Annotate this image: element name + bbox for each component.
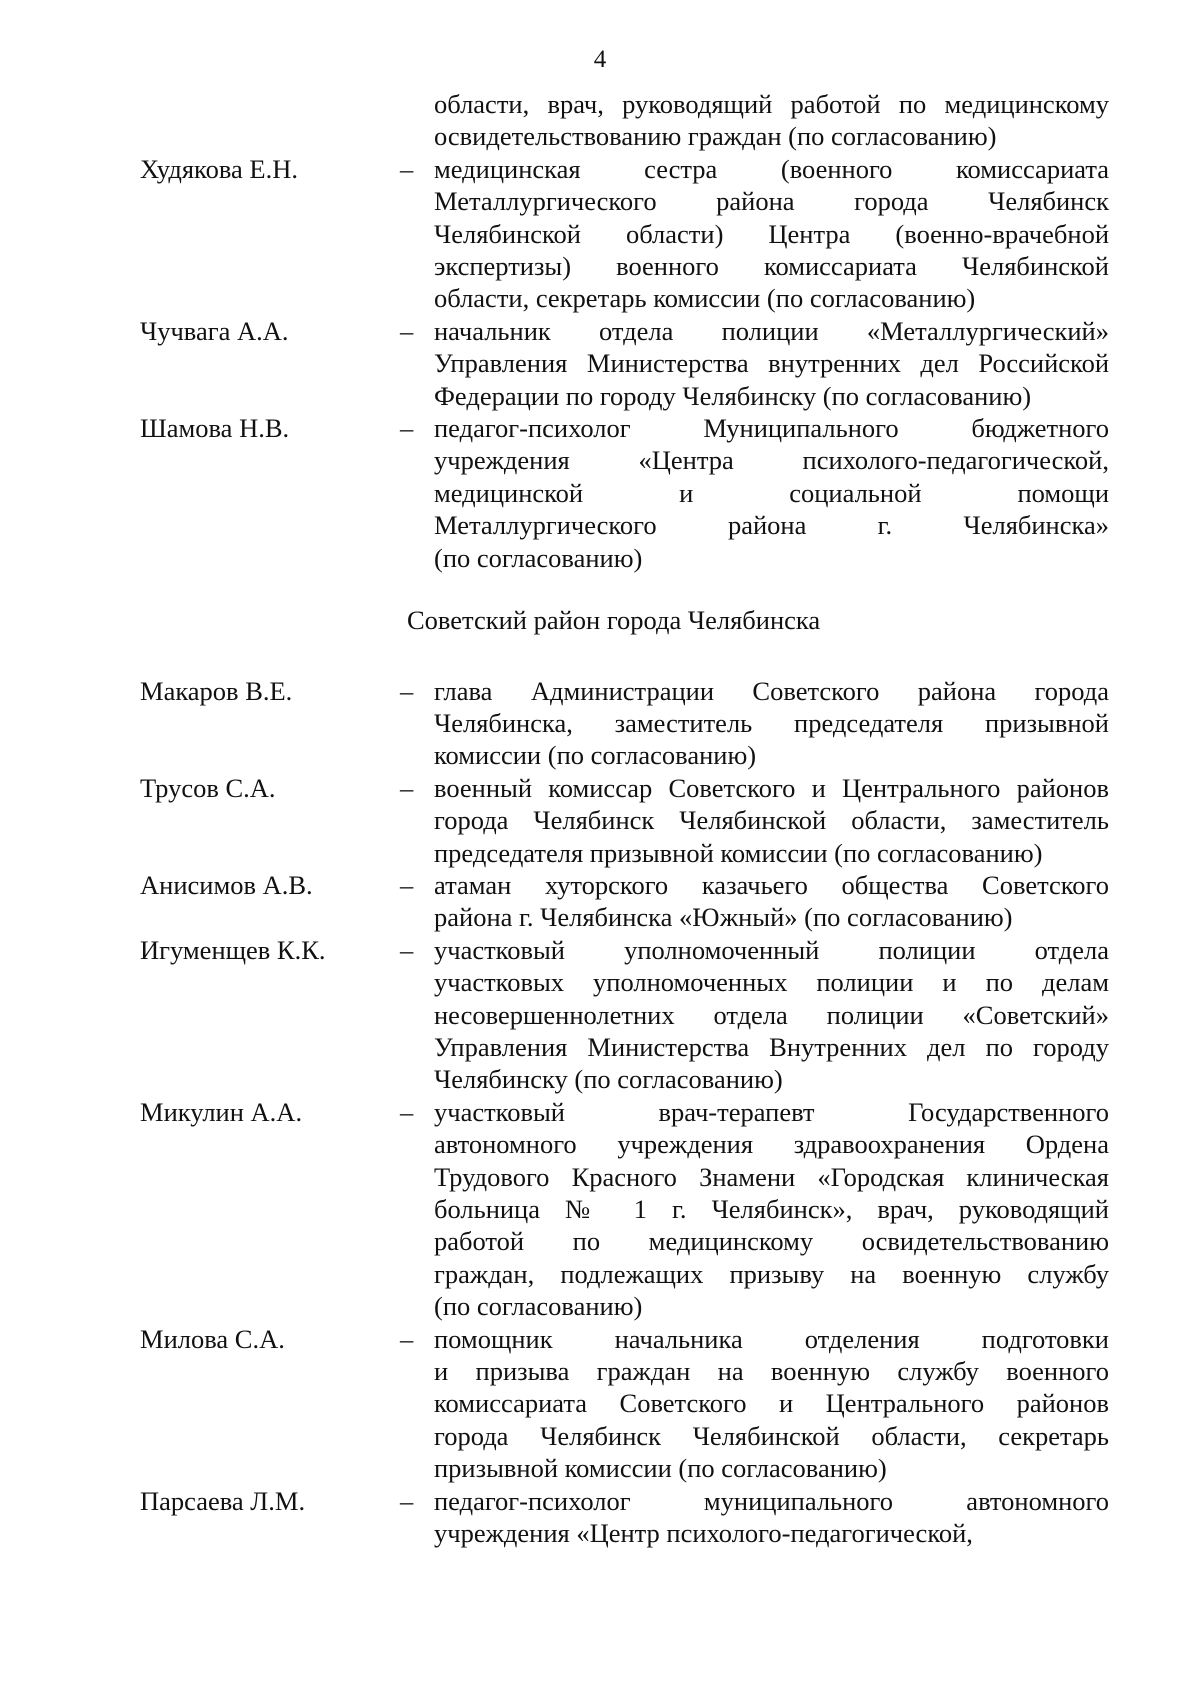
text-line: военный комиссар Советского и Центрального районов bbox=[434, 772, 1109, 803]
dash-separator: – bbox=[400, 1485, 414, 1516]
text-line: города Челябинск Челябинской области, заместитель bbox=[434, 805, 1109, 836]
text-line: участковый врач-терапевт Государственного bbox=[434, 1096, 1109, 1127]
member-role bbox=[434, 675, 1109, 772]
text-line: Челябинску (по согласованию) bbox=[434, 1064, 783, 1095]
member-entry bbox=[0, 412, 1200, 574]
text-line: Управления Министерства Внутренних дел по городу bbox=[434, 1031, 1109, 1062]
member-name: Парсаева Л.М. bbox=[140, 1485, 306, 1516]
text-line: области, врач, руководящий работой по медицинскому bbox=[434, 89, 1109, 119]
text-line: учреждения «Центр психолого-педагогической, bbox=[434, 1518, 973, 1549]
text-line: медицинской и социальной помощи bbox=[434, 477, 1109, 508]
text-line: глава Администрации Советского района города bbox=[434, 675, 1109, 706]
member-role bbox=[434, 772, 1109, 869]
members-list-bottom bbox=[0, 675, 1200, 1550]
page-number: 4 bbox=[593, 46, 607, 73]
text-line: Челябинской области) Центра (военно-врачебной bbox=[434, 218, 1109, 249]
text-line: несовершеннолетних отдела полиции «Советский» bbox=[434, 999, 1109, 1030]
member-entry bbox=[0, 315, 1200, 412]
text-line: Управления Министерства внутренних дел Российской bbox=[434, 348, 1109, 379]
member-name: Трусов С.А. bbox=[140, 772, 276, 803]
text-line: атаман хуторского казачьего общества Советского bbox=[434, 869, 1109, 900]
member-name: Худякова Е.Н. bbox=[140, 153, 298, 184]
member-role bbox=[434, 1096, 1109, 1323]
member-entry bbox=[0, 1485, 1200, 1550]
text-line: комиссариата Советского и Центрального районов bbox=[434, 1388, 1109, 1419]
dash-separator: – bbox=[400, 1096, 414, 1127]
text-line: участковый уполномоченный полиции отдела bbox=[434, 934, 1109, 965]
text-line: педагог-психолог муниципального автономного bbox=[434, 1485, 1109, 1516]
member-name: Анисимов А.В. bbox=[140, 869, 313, 900]
member-entry bbox=[0, 153, 1200, 315]
text-line: Металлургического района города Челябинск bbox=[434, 186, 1109, 217]
member-entry bbox=[0, 772, 1200, 869]
text-line: и призыва граждан на военную службу военного bbox=[434, 1356, 1109, 1387]
text-line: города Челябинск Челябинской области, секретарь bbox=[434, 1420, 1109, 1451]
member-role bbox=[434, 869, 1109, 934]
member-entry bbox=[0, 675, 1200, 772]
text-line: освидетельствованию граждан (по согласованию) bbox=[434, 121, 997, 152]
dash-separator: – bbox=[400, 934, 414, 965]
dash-separator: – bbox=[400, 315, 414, 346]
member-entry bbox=[0, 869, 1200, 934]
text-line: медицинская сестра (военного комиссариата bbox=[434, 153, 1109, 184]
member-name: Милова С.А. bbox=[140, 1323, 285, 1354]
member-role bbox=[434, 1485, 1109, 1550]
dash-separator: – bbox=[400, 869, 414, 900]
document-body bbox=[0, 88, 1200, 1549]
member-role bbox=[434, 1323, 1109, 1485]
text-line: Федерации по городу Челябинску (по согласованию) bbox=[434, 380, 1032, 411]
members-list-top bbox=[0, 153, 1200, 574]
member-role bbox=[434, 315, 1109, 412]
text-line: призывной комиссии (по согласованию) bbox=[434, 1453, 887, 1484]
dash-separator: – bbox=[400, 675, 414, 706]
dash-separator: – bbox=[400, 772, 414, 803]
text-line: (по согласованию) bbox=[434, 1291, 643, 1322]
text-line: Металлургического района г. Челябинска» bbox=[434, 510, 1109, 541]
member-role bbox=[434, 934, 1109, 1096]
text-line: граждан, подлежащих призыву на военную службу bbox=[434, 1258, 1109, 1289]
text-line: учреждения «Центра психолого-педагогической, bbox=[434, 445, 1109, 476]
member-name: Микулин А.А. bbox=[140, 1096, 303, 1127]
text-line: области, секретарь комиссии (по согласованию) bbox=[434, 283, 976, 314]
text-line: экспертизы) военного комиссариата Челябинской bbox=[434, 251, 1109, 282]
text-line: участковых уполномоченных полиции и по делам bbox=[434, 967, 1109, 998]
text-line: автономного учреждения здравоохранения Ордена bbox=[434, 1129, 1109, 1160]
dash-separator: – bbox=[400, 413, 414, 444]
dash-separator: – bbox=[400, 1323, 414, 1354]
text-line: работой по медицинскому освидетельствованию bbox=[434, 1226, 1109, 1257]
text-line: Челябинска, заместитель председателя призывной bbox=[434, 707, 1109, 738]
text-line: больница № 1 г. Челябинск», врач, руководящий bbox=[434, 1194, 1109, 1224]
text-line: педагог-психолог Муниципального бюджетного bbox=[434, 413, 1109, 444]
member-entry bbox=[0, 1323, 1200, 1485]
continuation-text bbox=[434, 88, 1109, 153]
text-line: (по согласованию) bbox=[434, 542, 643, 573]
text-line: начальник отдела полиции «Металлургический» bbox=[434, 315, 1109, 346]
text-line: помощник начальника отделения подготовки bbox=[434, 1323, 1109, 1354]
text-line: района г. Челябинска «Южный» (по согласованию) bbox=[434, 902, 1013, 933]
dash-separator: – bbox=[400, 153, 414, 184]
member-name: Чучвага А.А. bbox=[140, 315, 289, 346]
member-name: Шамова Н.В. bbox=[140, 413, 290, 444]
text-line: председателя призывной комиссии (по согласованию) bbox=[434, 837, 1043, 868]
member-role bbox=[434, 412, 1109, 574]
member-name: Макаров В.Е. bbox=[140, 675, 293, 706]
section-heading: Советский район города Челябинска bbox=[407, 605, 821, 636]
member-role bbox=[434, 153, 1109, 315]
member-entry bbox=[0, 1096, 1200, 1323]
member-name: Игуменщев К.К. bbox=[140, 934, 326, 965]
text-line: комиссии (по согласованию) bbox=[434, 740, 757, 771]
member-entry bbox=[0, 934, 1200, 1096]
text-line: Трудового Красного Знамени «Городская клиническая bbox=[434, 1161, 1109, 1192]
